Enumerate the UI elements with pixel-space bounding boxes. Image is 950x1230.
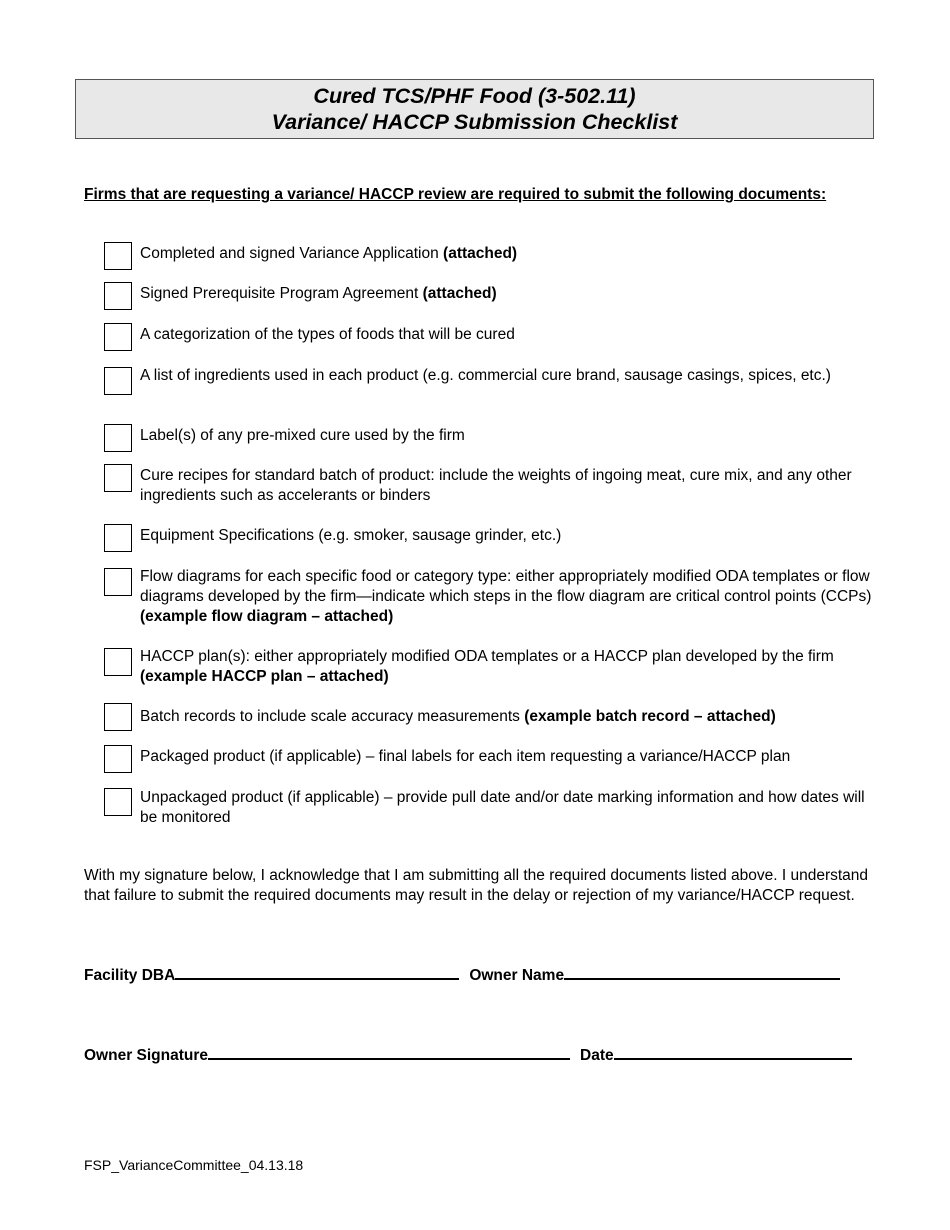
date-field[interactable] (614, 1044, 852, 1060)
title-line-1: Cured TCS/PHF Food (3-502.11) (313, 84, 636, 108)
checklist-item-text: A categorization of the types of foods that will be cured (140, 326, 515, 343)
checklist-item-text: Label(s) of any pre-mixed cure used by the firm (140, 427, 465, 444)
owner-name-field[interactable] (564, 964, 840, 980)
owner-signature-label: Owner Signature (84, 1047, 209, 1064)
facility-dba-field[interactable] (175, 964, 459, 980)
checkbox[interactable] (104, 282, 132, 310)
checkbox[interactable] (104, 524, 132, 552)
date-label: Date (580, 1047, 614, 1064)
title-line-2: Variance/ HACCP Submission Checklist (271, 110, 678, 134)
acknowledgement-text: With my signature below, I acknowledge that I am submitting all the required documents listed above. I understand that failure to submit the required documents may result in the delay or rejection of my variance/HACCP request. (84, 867, 869, 904)
checkbox[interactable] (104, 367, 132, 395)
owner-name-label: Owner Name (469, 967, 565, 984)
checklist-item-text: Batch records to include scale accuracy measurements (example batch record – attached) (140, 708, 776, 725)
checklist-item-text: Packaged product (if applicable) – final labels for each item requesting a variance/HACCP plan (140, 748, 791, 765)
document-title (75, 79, 874, 139)
checkbox[interactable] (104, 323, 132, 351)
signature-row-2 (84, 1044, 852, 1065)
checklist-item-text: Unpackaged product (if applicable) – provide pull date and/or date marking information and how dates will be monitored (140, 789, 865, 826)
checkbox[interactable] (104, 568, 132, 596)
checklist-item-text: A list of ingredients used in each product (e.g. commercial cure brand, sausage casings, spices, etc.) (140, 367, 831, 384)
checkbox[interactable] (104, 424, 132, 452)
checkbox[interactable] (104, 788, 132, 816)
checklist-item-text: Signed Prerequisite Program Agreement (attached) (140, 285, 497, 302)
checkbox[interactable] (104, 745, 132, 773)
checkbox[interactable] (104, 648, 132, 676)
checklist-item-text: Completed and signed Variance Application (attached) (140, 245, 518, 262)
checklist-item-text: Cure recipes for standard batch of product: include the weights of ingoing meat, cure mix, and any other ingredients such as accelerants or binders (140, 467, 852, 504)
facility-dba-label: Facility DBA (84, 967, 176, 984)
checklist-item-text: HACCP plan(s): either appropriately modified ODA templates or a HACCP plan developed by the firm (example HACCP plan – attached) (140, 648, 834, 685)
checklist-item-text: Flow diagrams for each specific food or category type: either appropriately modified ODA templates or flow diagrams developed by the firm—indicate which steps in the flow diagram are critical control points (CCPs) (example flow diagram – attached) (140, 568, 872, 625)
owner-signature-field[interactable] (208, 1044, 570, 1060)
checkbox[interactable] (104, 242, 132, 270)
intro-heading: Firms that are requesting a variance/ HACCP review are required to submit the following documents: (84, 186, 827, 203)
checklist-item-text: Equipment Specifications (e.g. smoker, sausage grinder, etc.) (140, 527, 562, 544)
checkbox[interactable] (104, 703, 132, 731)
footer-document-id: FSP_VarianceCommittee_04.13.18 (84, 1157, 304, 1173)
checkbox[interactable] (104, 464, 132, 492)
signature-row-1 (84, 964, 840, 985)
